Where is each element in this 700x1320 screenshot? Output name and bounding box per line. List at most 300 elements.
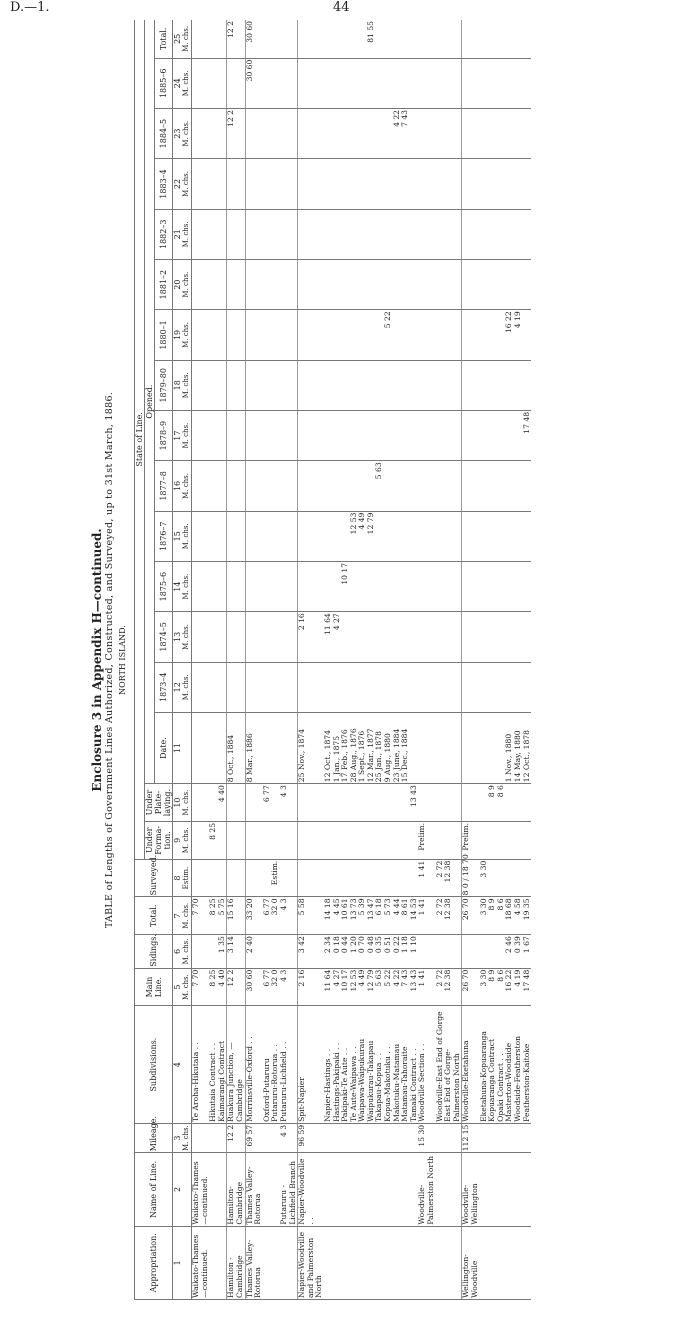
surveyed-cell — [488, 859, 497, 897]
year-cell — [333, 360, 342, 410]
year-cell — [367, 209, 376, 259]
year-cell — [401, 662, 410, 712]
year-cell — [245, 511, 263, 561]
total-cell: 13 47 — [367, 897, 376, 935]
year-cell — [410, 561, 419, 611]
date-cell — [410, 712, 419, 783]
sidings-cell: 1 35 — [218, 935, 227, 969]
year-cell — [436, 310, 445, 360]
year-cell — [514, 209, 523, 259]
table-row — [444, 20, 462, 1300]
year-cell — [480, 360, 489, 410]
year-cell — [410, 259, 419, 309]
year-cell — [245, 360, 263, 410]
line-name-cell — [209, 1153, 218, 1226]
col-unit: M. chs. — [182, 784, 192, 822]
col-number: 13 — [173, 612, 183, 662]
year-cell — [218, 612, 227, 662]
total-right-cell — [393, 20, 402, 58]
year-cell — [384, 58, 393, 108]
under-platelaying-cell — [341, 784, 350, 822]
surveyed-cell — [401, 859, 410, 897]
appropriation-cell — [209, 1226, 218, 1299]
year-cell — [444, 511, 462, 561]
total-right-cell — [401, 20, 410, 58]
year-cell — [341, 310, 350, 360]
total-cell: 19 35 — [523, 897, 532, 935]
year-cell — [271, 209, 280, 259]
under-formation-cell — [341, 821, 350, 859]
main-line-cell: 7 43 — [401, 968, 410, 1006]
year-cell — [209, 108, 218, 158]
year-cell — [298, 310, 324, 360]
total-cell: 2 72 — [436, 897, 445, 935]
total-cell: 8 25 — [209, 897, 218, 935]
total-right-cell — [324, 20, 333, 58]
sidings-cell — [271, 935, 280, 969]
year-cell — [324, 159, 333, 209]
under-platelaying-cell — [514, 784, 523, 822]
mileage-cell — [375, 1123, 384, 1152]
col-subdivisions: Subdivisions. — [135, 1006, 173, 1123]
year-cell — [410, 662, 419, 712]
date-cell: 23 June, 1884 — [393, 712, 402, 783]
line-name-cell: Thames Valley-Rotorua — [245, 1153, 263, 1226]
date-cell: 12 Oct., 1874 — [324, 712, 333, 783]
year-cell — [393, 662, 402, 712]
year-cell — [341, 612, 350, 662]
total-cell: 14 53 — [410, 897, 419, 935]
under-platelaying-cell: 4 3 — [280, 784, 298, 822]
col-unit: M. chs. — [182, 1125, 190, 1151]
sidings-cell: 0 51 — [384, 935, 393, 969]
table-row — [245, 20, 263, 1300]
surveyed-cell — [350, 859, 359, 897]
year-cell — [271, 108, 280, 158]
col-year: 1880–1 — [155, 310, 173, 360]
col-unit: M. chs. — [182, 897, 192, 935]
year-cell — [436, 360, 445, 410]
mileage-cell: 96 59 — [298, 1123, 324, 1152]
total-right-cell — [497, 20, 506, 58]
col-date: Date. — [155, 712, 173, 783]
year-cell — [523, 259, 532, 309]
year-cell — [209, 561, 218, 611]
year-cell — [462, 58, 480, 108]
under-formation-cell — [324, 821, 333, 859]
year-cell — [350, 108, 359, 158]
date-cell — [436, 712, 445, 783]
col-sidings: Sidings. — [135, 935, 173, 969]
year-cell — [245, 108, 263, 158]
line-name-cell: Putaruru - Lichfield Branch — [280, 1153, 298, 1226]
main-line-cell: 3 30 — [480, 968, 489, 1006]
main-line-cell: 8 6 — [497, 968, 506, 1006]
lines-table — [134, 20, 531, 1300]
year-cell — [488, 612, 497, 662]
year-cell — [497, 612, 506, 662]
subdivision-cell: Makotuku-Matamau — [393, 1006, 402, 1123]
mileage-cell — [497, 1123, 506, 1152]
year-cell — [488, 310, 497, 360]
under-platelaying-cell — [192, 784, 210, 822]
year-cell — [393, 58, 402, 108]
total-cell: 10 61 — [341, 897, 350, 935]
col-mileage: Mileage. — [135, 1123, 173, 1152]
year-cell — [227, 612, 245, 662]
year-cell — [505, 511, 514, 561]
document-id: D.—1. — [10, 0, 50, 15]
surveyed-cell — [358, 859, 367, 897]
surveyed-cell: 1 41 — [418, 859, 435, 897]
total-right-cell — [410, 20, 419, 58]
year-cell — [324, 209, 333, 259]
year-cell — [480, 461, 489, 511]
subdivision-cell: Opaki Contract . . — [497, 1006, 506, 1123]
island-heading: NORTH ISLAND. — [118, 625, 127, 695]
sidings-cell: 2 34 — [324, 935, 333, 969]
year-cell — [505, 360, 514, 410]
main-line-cell: 2 72 — [436, 968, 445, 1006]
col-number: 24 — [173, 58, 183, 108]
year-cell — [367, 561, 376, 611]
year-cell — [514, 159, 523, 209]
year-cell — [280, 209, 298, 259]
year-cell: 30 60 — [245, 58, 263, 108]
year-cell — [192, 108, 210, 158]
under-platelaying-cell: 8 6 — [497, 784, 506, 822]
year-cell — [358, 360, 367, 410]
line-name-cell — [375, 1153, 384, 1226]
year-cell — [393, 209, 402, 259]
line-name-cell — [488, 1153, 497, 1226]
year-cell — [298, 662, 324, 712]
year-cell — [333, 461, 342, 511]
appropriation-cell — [505, 1226, 514, 1299]
year-cell — [375, 209, 384, 259]
year-cell — [418, 209, 435, 259]
col-number: 14 — [173, 561, 183, 611]
under-formation-cell — [245, 821, 263, 859]
year-cell — [367, 360, 376, 410]
subdivision-cell: Tamaki Contract . . — [410, 1006, 419, 1123]
col-year: 1879–80 — [155, 360, 173, 410]
date-cell: 8 Oct., 1884 — [227, 712, 245, 783]
surveyed-cell — [209, 859, 218, 897]
col-number: 5 — [173, 968, 183, 1006]
under-platelaying-cell — [350, 784, 359, 822]
year-cell — [480, 259, 489, 309]
total-right-cell — [341, 20, 350, 58]
year-cell — [505, 209, 514, 259]
year-cell — [523, 511, 532, 561]
surveyed-cell — [505, 859, 514, 897]
year-cell — [462, 662, 480, 712]
under-platelaying-cell — [523, 784, 532, 822]
total-right-cell — [298, 20, 324, 58]
under-formation-cell — [436, 821, 445, 859]
year-cell — [505, 58, 514, 108]
year-cell — [350, 612, 359, 662]
col-total: Total. — [135, 897, 173, 935]
sidings-cell — [436, 935, 445, 969]
line-name-cell — [514, 1153, 523, 1226]
year-cell — [333, 209, 342, 259]
sidings-cell: 1 18 — [401, 935, 410, 969]
line-name-cell — [497, 1153, 506, 1226]
year-cell — [280, 259, 298, 309]
sidings-cell: 2 40 — [245, 935, 263, 969]
total-right-cell — [263, 20, 272, 58]
total-cell: 8 9 — [488, 897, 497, 935]
sidings-cell — [192, 935, 210, 969]
total-cell: 18 68 — [505, 897, 514, 935]
year-cell — [358, 662, 367, 712]
table-row — [192, 20, 210, 1300]
appropriation-cell — [280, 1226, 298, 1299]
col-unit: M. chs. — [182, 821, 192, 859]
year-cell — [480, 108, 489, 158]
year-cell — [324, 108, 333, 158]
total-cell: 14 18 — [324, 897, 333, 935]
year-cell — [444, 58, 462, 108]
col-unit: M. chs. — [182, 58, 192, 108]
year-cell — [488, 410, 497, 460]
year-cell — [350, 662, 359, 712]
year-cell — [271, 511, 280, 561]
surveyed-cell — [218, 859, 227, 897]
year-cell — [245, 561, 263, 611]
year-cell — [497, 662, 506, 712]
line-name-cell — [263, 1153, 272, 1226]
year-cell — [444, 259, 462, 309]
col-number: 7 — [173, 897, 183, 935]
year-cell — [298, 209, 324, 259]
year-cell — [401, 410, 410, 460]
year-cell — [367, 612, 376, 662]
under-formation-cell: Prelim. — [418, 821, 435, 859]
mileage-cell — [488, 1123, 497, 1152]
year-cell — [488, 561, 497, 611]
rotated-table-region — [90, 20, 700, 1300]
col-number: 22 — [173, 159, 183, 209]
subdivision-cell: Spit-Napier — [298, 1006, 324, 1123]
under-formation-cell — [505, 821, 514, 859]
year-cell — [444, 209, 462, 259]
year-cell — [462, 410, 480, 460]
year-cell — [341, 209, 350, 259]
year-cell — [488, 511, 497, 561]
col-number: 2 — [173, 1153, 183, 1226]
year-cell — [218, 561, 227, 611]
appropriation-cell — [436, 1226, 445, 1299]
year-cell — [375, 259, 384, 309]
year-cell — [298, 360, 324, 410]
year-cell — [505, 662, 514, 712]
col-number: 20 — [173, 259, 183, 309]
col-year: 1883–4 — [155, 159, 173, 209]
under-platelaying-cell — [384, 784, 393, 822]
year-cell — [271, 259, 280, 309]
year-cell — [436, 108, 445, 158]
line-name-cell — [341, 1153, 350, 1226]
date-cell — [418, 712, 435, 783]
year-cell — [350, 209, 359, 259]
col-year: 1875–6 — [155, 561, 173, 611]
col-unit: M. chs. — [182, 511, 192, 561]
col-unit: M. chs. — [182, 561, 192, 611]
main-line-cell: 4 27 — [333, 968, 342, 1006]
year-cell — [350, 58, 359, 108]
subdivision-cell: Putaruru-Lichfield . . — [280, 1006, 298, 1123]
col-opened: Opened. — [145, 20, 155, 784]
year-cell — [436, 159, 445, 209]
col-unit: M. chs. — [182, 935, 192, 969]
year-cell — [358, 612, 367, 662]
year-cell — [401, 511, 410, 561]
year-cell — [192, 561, 210, 611]
surveyed-cell — [523, 859, 532, 897]
year-cell — [245, 612, 263, 662]
total-right-cell — [271, 20, 280, 58]
appropriation-cell — [418, 1226, 435, 1299]
total-cell: 5 39 — [358, 897, 367, 935]
year-cell — [523, 209, 532, 259]
subdivision-cell: Eketahuna-Kopuaranga — [480, 1006, 489, 1123]
year-cell — [218, 511, 227, 561]
year-cell — [271, 612, 280, 662]
year-cell — [401, 259, 410, 309]
main-line-cell: 5 63 — [375, 968, 384, 1006]
subdivision-cell: Kaimarangi Contract — [218, 1006, 227, 1123]
year-cell — [375, 410, 384, 460]
under-platelaying-cell: 6 77 — [263, 784, 272, 822]
sidings-cell: 1 20 — [350, 935, 359, 969]
subdivision-cell: Waipukurau-Takapau — [367, 1006, 376, 1123]
year-cell: 5 63 — [375, 461, 384, 511]
subdivision-cell: Te Aute-Waipawa . . — [350, 1006, 359, 1123]
year-cell — [192, 310, 210, 360]
year-cell — [280, 360, 298, 410]
subdivision-cell: Morrinsville-Oxford . . — [245, 1006, 263, 1123]
table-row — [418, 20, 435, 1300]
year-cell — [298, 58, 324, 108]
year-cell — [514, 511, 523, 561]
year-cell — [341, 662, 350, 712]
total-right-cell — [462, 20, 480, 58]
year-cell — [341, 159, 350, 209]
year-cell — [393, 511, 402, 561]
year-cell — [271, 662, 280, 712]
year-cell — [393, 159, 402, 209]
col-unit: M. chs. — [182, 209, 192, 259]
under-platelaying-cell — [358, 784, 367, 822]
year-cell — [410, 310, 419, 360]
col-number: 3 — [173, 1123, 183, 1152]
year-cell — [444, 310, 462, 360]
sidings-cell: 0 18 — [333, 935, 342, 969]
year-cell — [192, 511, 210, 561]
year-cell — [410, 360, 419, 410]
year-cell — [280, 108, 298, 158]
main-line-cell: 8 25 — [209, 968, 218, 1006]
year-cell — [271, 58, 280, 108]
year-cell — [298, 561, 324, 611]
year-cell — [245, 310, 263, 360]
mileage-cell: 69 57 — [245, 1123, 263, 1152]
mileage-cell — [393, 1123, 402, 1152]
year-cell — [263, 209, 272, 259]
year-cell — [245, 209, 263, 259]
sidings-cell — [280, 935, 298, 969]
year-cell — [375, 511, 384, 561]
year-cell — [418, 612, 435, 662]
year-cell — [209, 511, 218, 561]
year-cell — [245, 662, 263, 712]
year-cell — [480, 159, 489, 209]
year-cell — [263, 410, 272, 460]
appropriation-cell — [333, 1226, 342, 1299]
col-surveyed: Surveyed. — [135, 859, 173, 897]
year-cell — [418, 259, 435, 309]
sidings-cell — [444, 935, 462, 969]
under-formation-cell — [271, 821, 280, 859]
year-cell — [350, 561, 359, 611]
surveyed-cell — [280, 859, 298, 897]
year-cell — [271, 159, 280, 209]
line-name-cell — [436, 1153, 445, 1226]
col-number: 6 — [173, 935, 183, 969]
col-number: 19 — [173, 310, 183, 360]
year-cell — [333, 511, 342, 561]
appropriation-cell — [523, 1226, 532, 1299]
year-cell — [462, 461, 480, 511]
year-cell — [263, 662, 272, 712]
year-cell — [480, 662, 489, 712]
year-cell — [358, 58, 367, 108]
total-right-cell — [514, 20, 523, 58]
year-cell — [444, 410, 462, 460]
year-cell: 4 27 — [333, 612, 342, 662]
year-cell: 12 53 — [350, 511, 359, 561]
surveyed-cell: 8 0 / 18 70 — [462, 859, 480, 897]
year-cell — [462, 360, 480, 410]
year-cell — [263, 310, 272, 360]
year-cell — [514, 561, 523, 611]
under-formation-cell — [523, 821, 532, 859]
col-number: 18 — [173, 360, 183, 410]
year-cell — [218, 662, 227, 712]
year-cell — [227, 259, 245, 309]
year-cell — [462, 561, 480, 611]
total-cell: 5 73 — [384, 897, 393, 935]
col-unit: M. chs. — [182, 662, 192, 712]
year-cell — [263, 561, 272, 611]
mileage-cell — [505, 1123, 514, 1152]
year-cell: 4 49 — [358, 511, 367, 561]
sidings-cell: 0 39 — [514, 935, 523, 969]
subdivision-cell: Putaruru-Rotorua . . — [271, 1006, 280, 1123]
total-right-cell — [375, 20, 384, 58]
line-name-cell: Napier-Woodville . . — [298, 1153, 324, 1226]
main-line-cell: 4 19 — [514, 968, 523, 1006]
col-number: 1 — [173, 1226, 183, 1299]
year-cell — [209, 259, 218, 309]
appropriation-cell: Napier-Woodville and Palmerston North — [298, 1226, 324, 1299]
under-platelaying-cell — [462, 784, 480, 822]
year-cell — [410, 159, 419, 209]
appropriation-cell — [375, 1226, 384, 1299]
